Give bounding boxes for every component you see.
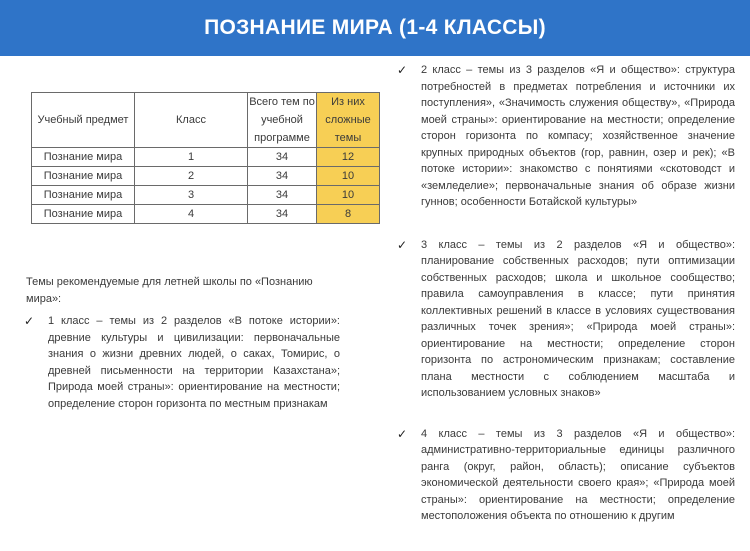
cell-hard: 10 <box>317 186 380 205</box>
cell-class: 3 <box>135 186 248 205</box>
page-title: ПОЗНАНИЕ МИРА (1-4 КЛАССЫ) <box>204 16 546 39</box>
title-bar <box>0 0 750 56</box>
table-row <box>32 167 380 186</box>
list-item-text: 1 класс – темы из 2 разделов «В потоке истории»: древние культуры и цивилизации: первоначальные знания о жизни древних людей, о саках, Томирис, о древней письменности на территории Казахстана»; Природа моей страны»: ориентирование на местности; определение сторон горизонта по местным признакам <box>48 315 340 410</box>
check-icon: ✓ <box>24 314 35 328</box>
check-icon: ✓ <box>397 426 408 441</box>
list-item-text: 2 класс – темы из 3 разделов «Я и общество»: структура потребностей в предметах потребления и источники их поступления», «Значимость служения обществу», «Природа моей страны»: ориентирование на местности; определение сторон горизонта по компасу; хозяйственное значение крупных природных объектов (гор, равнин, озер и рек); «В потоке истории»: знакомство с понятиями «скотоводст и «земледелие»; первоначальные знания об образе жизни гуннов; особенности Ботайской культуры» <box>421 64 735 208</box>
table-row <box>32 148 380 167</box>
cell-total: 34 <box>248 148 317 167</box>
left-column <box>22 274 340 412</box>
list-item <box>395 426 735 525</box>
list-item-text: 4 класс – темы из 3 разделов «Я и общество»: административно-территориальные единицы различного ранга (округ, район, область); описание субъектов экономической деятельности своего края»; «Природа моей страны»: ориентирование на местности; определение местоположения объекта по отношению к другим <box>421 427 735 522</box>
header-hard: Из них сложные темы <box>317 93 380 148</box>
header-class: Класс <box>135 93 248 148</box>
cell-subject: Познание мира <box>32 205 135 224</box>
header-total: Всего тем по учебной программе <box>248 93 317 148</box>
cell-subject: Познание мира <box>32 167 135 186</box>
list-item <box>22 313 340 412</box>
cell-class: 4 <box>135 205 248 224</box>
cell-subject: Познание мира <box>32 186 135 205</box>
table-row <box>32 205 380 224</box>
right-column <box>395 62 735 551</box>
header-subject: Учебный предмет <box>32 93 135 148</box>
cell-total: 34 <box>248 167 317 186</box>
cell-subject: Познание мира <box>32 148 135 167</box>
table-row <box>32 186 380 205</box>
list-item-text: 3 класс – темы из 2 разделов «Я и общество»: планирование собственных расходов; пути оптимизации собственных расходов; школа и школьное сообщество; правила самоуправления в классе; пути принятия коллективных решений в классе в условиях существования различных точек зрения»; «Природа моей страны»: ориентирование на местности; определение сторон горизонта по астрономическим признакам; составление плана местности с соблюдением масштаба и использованием условных знаков» <box>421 238 735 399</box>
list-item <box>395 62 735 211</box>
cell-hard: 10 <box>317 167 380 186</box>
check-icon: ✓ <box>397 237 408 252</box>
cell-hard: 8 <box>317 205 380 224</box>
cell-hard: 12 <box>317 148 380 167</box>
list-item <box>395 237 735 402</box>
table-header-row <box>32 93 380 148</box>
topics-table <box>31 92 380 224</box>
cell-total: 34 <box>248 186 317 205</box>
cell-class: 1 <box>135 148 248 167</box>
cell-total: 34 <box>248 205 317 224</box>
topics-intro: Темы рекомендуемые для летней школы по «Познанию мира»: <box>26 276 313 305</box>
cell-class: 2 <box>135 167 248 186</box>
check-icon: ✓ <box>397 63 408 77</box>
